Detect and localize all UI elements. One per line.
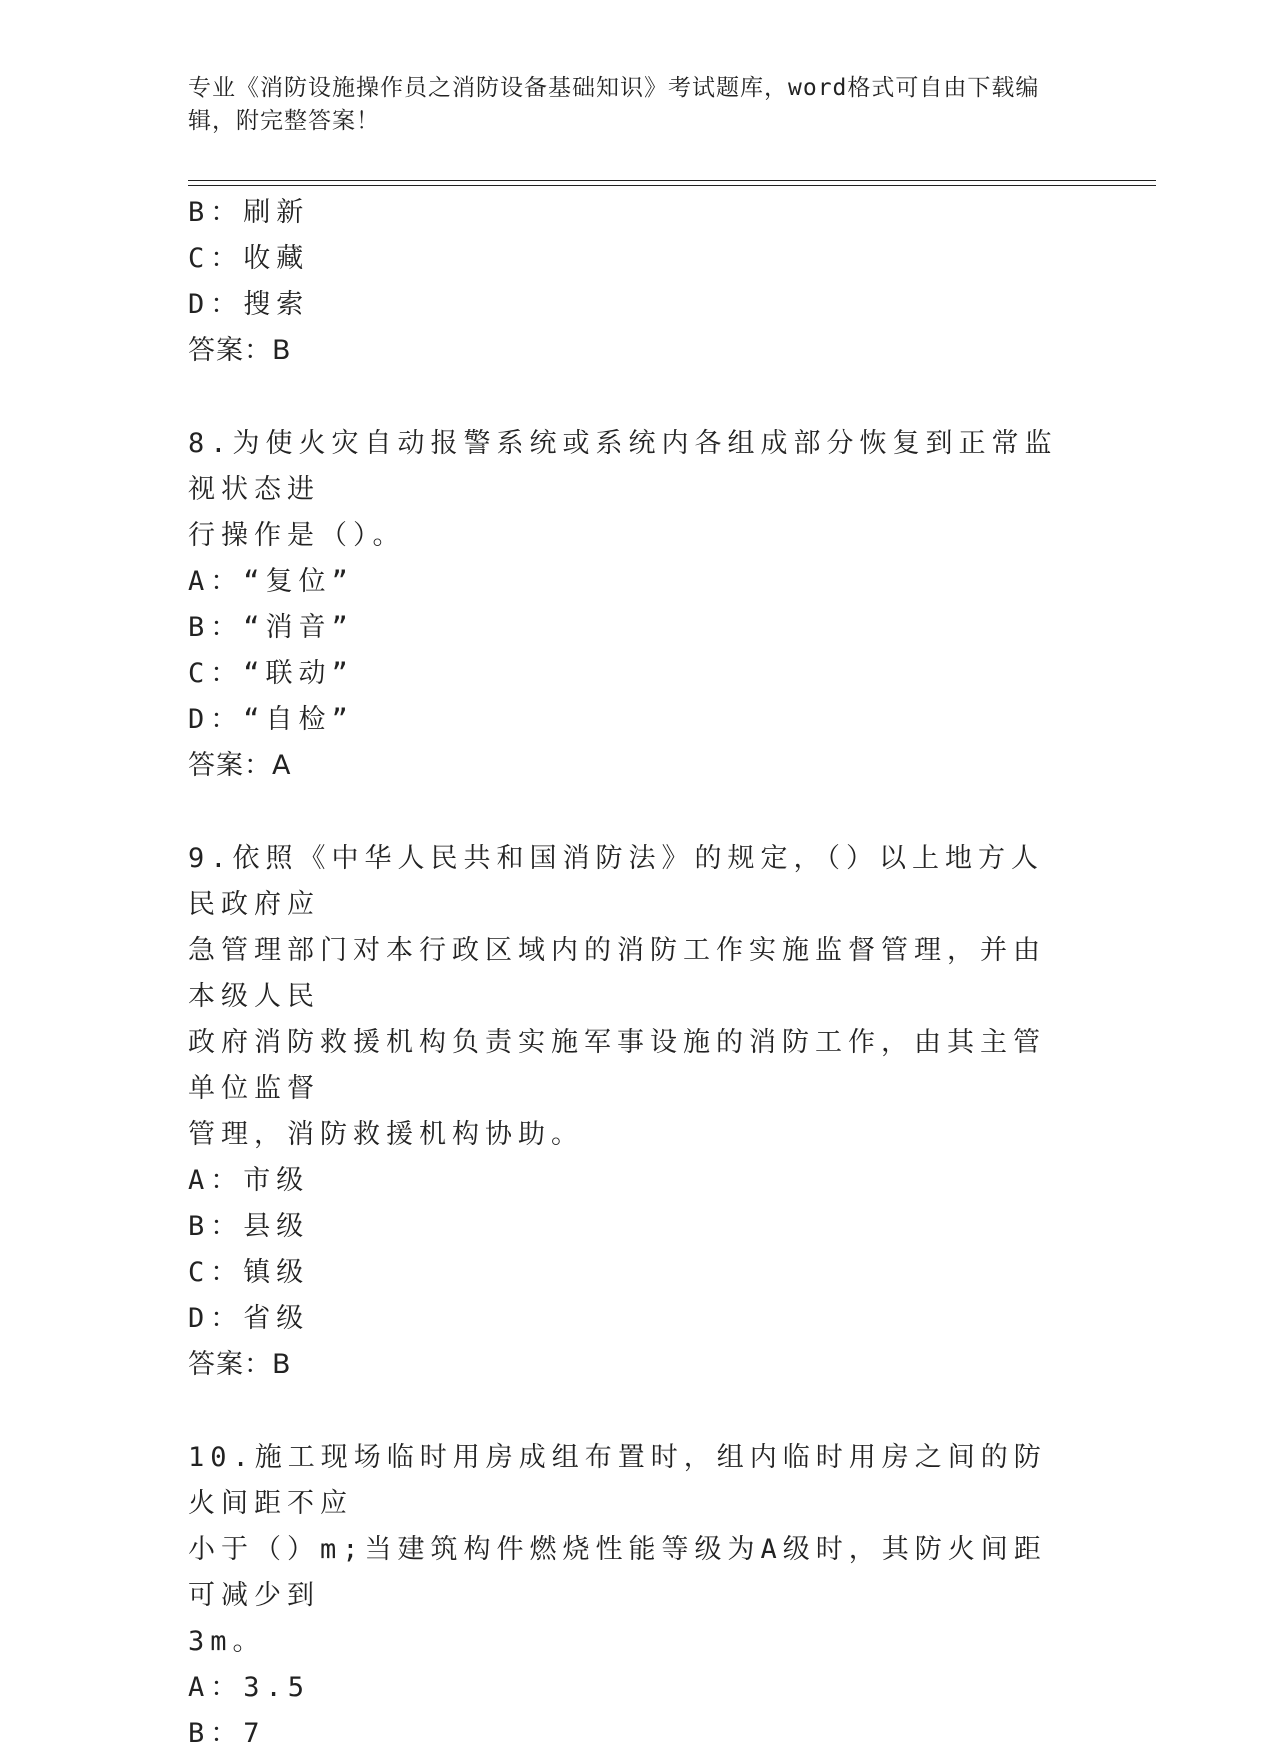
option-b: B：县级 [188, 1211, 310, 1242]
option-d: D：搜索 [188, 289, 310, 320]
option-a: A：“复位” [188, 566, 354, 597]
option-b: B：7 [188, 1718, 266, 1749]
question-stem: 9.依照《中华人民共和国消防法》的规定，（）以上地方人民政府应 急管理部门对本行政区域内的消防工作实施监督管理，并由本级人民 政府消防救援机构负责实施军事设施的消防工作，由其主管单位监督 管理，消防救援机构协助。 [188, 843, 1046, 1150]
option-b: B：“消音” [188, 612, 354, 643]
header-divider-bottom [188, 185, 1156, 186]
question-7-tail [188, 190, 1068, 374]
option-a: A：3.5 [188, 1672, 311, 1703]
question-10 [188, 1435, 1068, 1757]
option-a: A：市级 [188, 1165, 310, 1196]
option-b: B：刷新 [188, 197, 310, 228]
option-c: C：收藏 [188, 243, 310, 274]
answer: 答案：B [188, 1349, 292, 1380]
question-9 [188, 836, 1068, 1388]
question-stem: 10.施工现场临时用房成组布置时，组内临时用房之间的防火间距不应 小于（）m;当建筑构件燃烧性能等级为A级时，其防火间距可减少到 3m。 [188, 1442, 1047, 1657]
header-divider-top [188, 180, 1156, 181]
option-c: C：镇级 [188, 1257, 310, 1288]
document-header: 专业《消防设施操作员之消防设备基础知识》考试题库，word格式可自由下载编辑，附完整答案！ [188, 75, 1040, 134]
answer: 答案：A [188, 750, 292, 781]
question-list [188, 190, 1068, 1757]
answer: 答案：B [188, 335, 292, 366]
option-c: C：“联动” [188, 658, 354, 689]
option-d: D：省级 [188, 1303, 310, 1334]
question-stem: 8.为使火灾自动报警系统或系统内各组成部分恢复到正常监视状态进 行操作是（）。 [188, 428, 1058, 551]
option-d: D：“自检” [188, 704, 354, 735]
question-8 [188, 421, 1068, 789]
